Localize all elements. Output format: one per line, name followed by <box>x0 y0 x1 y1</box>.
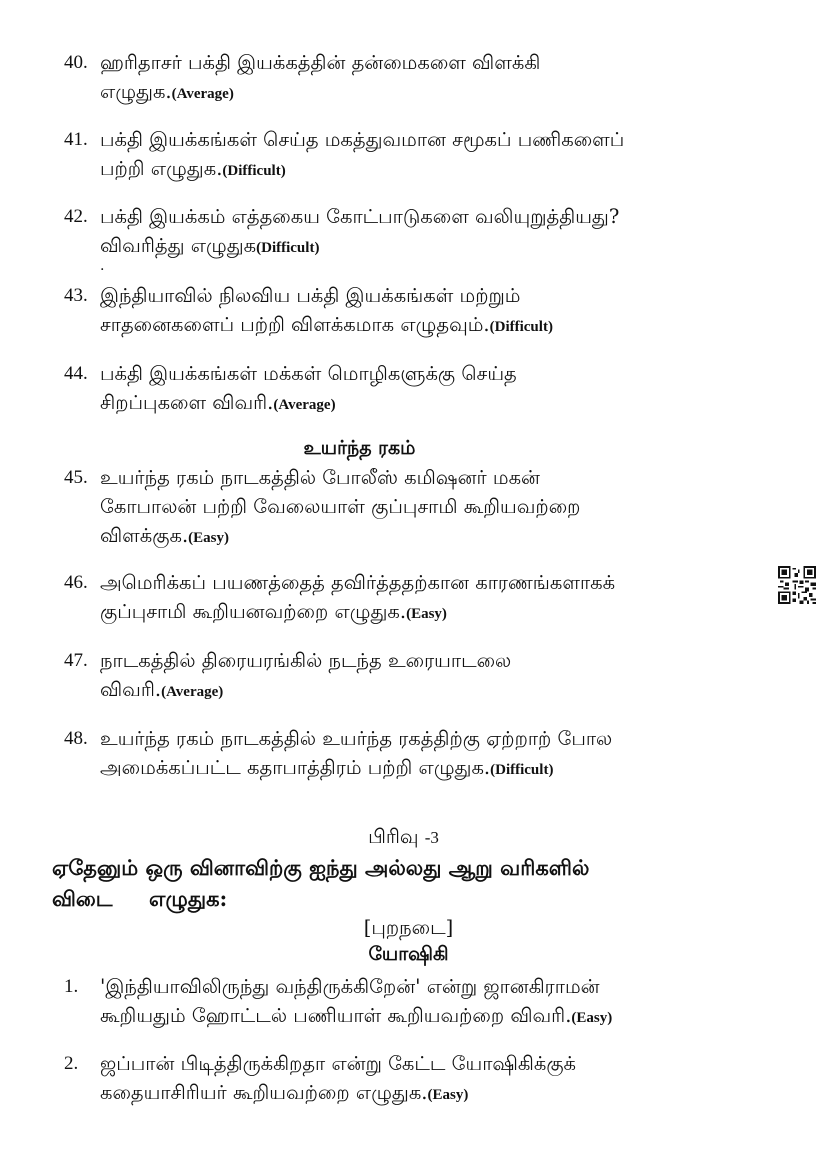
question-number: 42. <box>64 206 88 227</box>
section-heading: உயர்ந்த ரகம் <box>303 437 416 459</box>
question-41 <box>64 125 784 186</box>
question-text-line2: விவரித்து எழுதுக <box>100 234 257 257</box>
question-47 <box>64 646 784 707</box>
question-text-line2: சிறப்புகளை விவரி. <box>100 391 274 414</box>
question-text-line2: அமைக்கப்பட்ட கதாபாத்திரம் பற்றி எழுதுக. <box>100 756 491 779</box>
sub-section-title: [புறநடை] <box>363 916 454 939</box>
question-text-line1: அமெரிக்கப் பயணத்தைத் தவிர்த்ததற்கான காரணங்களாகக் <box>100 571 616 594</box>
question-number: 43. <box>64 285 88 306</box>
question-text-line1: உயர்ந்த ரகம் நாடகத்தில் போலீஸ் கமிஷனர் மகன் <box>100 466 540 489</box>
instruction-line2: விடை எழுதுக: <box>52 886 228 911</box>
question-number: 40. <box>64 52 88 73</box>
question-46 <box>64 568 784 629</box>
difficulty-tag: (Average) <box>171 86 234 102</box>
question-number: 47. <box>64 650 88 671</box>
question-text-line1: ஹரிதாசர் பக்தி இயக்கத்தின் தன்மைகளை விளக்கி <box>100 51 541 74</box>
stray-dot: . <box>100 258 105 274</box>
lesson-title: யோஷிகி <box>368 943 449 965</box>
question-text-line2: பற்றி எழுதுக. <box>100 157 223 180</box>
question-text-line2: கதையாசிரியர் கூறியவற்றை எழுதுக. <box>100 1081 428 1104</box>
question-text-line2: கூறியதும் ஹோட்டல் பணியாள் கூறியவற்றை விவரி. <box>100 1004 572 1027</box>
question-text-line1: 'இந்தியாவிலிருந்து வந்திருக்கிறேன்' என்று ஜானகிராமன் <box>100 975 600 998</box>
question-48 <box>64 724 784 785</box>
difficulty-tag: (Difficult) <box>489 319 553 335</box>
question-45 <box>64 463 784 553</box>
difficulty-tag: (Easy) <box>188 530 229 546</box>
question-44 <box>64 359 784 420</box>
part3-question-2 <box>64 1049 784 1110</box>
question-42 <box>64 202 784 263</box>
question-text-line1: இந்தியாவில் நிலவிய பக்தி இயக்கங்கள் மற்றும் <box>100 284 521 307</box>
question-number: 44. <box>64 363 88 384</box>
difficulty-tag: (Difficult) <box>490 762 554 778</box>
part-instruction <box>52 852 792 914</box>
question-text-line1: ஜப்பான் பிடித்திருக்கிறதா என்று கேட்ட யோஷிகிக்குக் <box>100 1052 577 1075</box>
question-text-line1: பக்தி இயக்கங்கள் செய்த மகத்துவமான சமூகப் பணிகளைப் <box>100 128 625 151</box>
part-title <box>0 825 817 851</box>
question-number: 2. <box>64 1053 79 1074</box>
difficulty-tag: (Average) <box>161 684 224 700</box>
question-text-line1: நாடகத்தில் திரையரங்கில் நடந்த உரையாடலை <box>100 649 512 672</box>
question-number: 45. <box>64 467 88 488</box>
question-43 <box>64 281 784 342</box>
part3-question-1 <box>64 972 784 1033</box>
difficulty-tag: (Difficult) <box>256 240 320 256</box>
difficulty-tag: (Average) <box>273 397 336 413</box>
question-text-line2: எழுதுக. <box>100 80 172 103</box>
part-title-text: பிரிவு <box>368 825 419 848</box>
question-text-line2: விவரி. <box>100 678 162 701</box>
question-text-line1: பக்தி இயக்கங்கள் மக்கள் மொழிகளுக்கு செய்த <box>100 362 517 385</box>
qr-code-icon <box>778 566 816 604</box>
question-number: 41. <box>64 129 88 150</box>
question-text-line2: குப்புசாமி கூறியனவற்றை எழுதுக. <box>100 600 407 623</box>
part-title-number: -3 <box>424 828 439 847</box>
question-text-line1: உயர்ந்த ரகம் நாடகத்தில் உயர்ந்த ரகத்திற்கு ஏற்றாற் போல <box>100 727 613 750</box>
question-number: 48. <box>64 728 88 749</box>
question-number: 46. <box>64 572 88 593</box>
question-text-line2: சாதனைகளைப் பற்றி விளக்கமாக எழுதவும். <box>100 313 490 336</box>
difficulty-tag: (Difficult) <box>222 163 286 179</box>
difficulty-tag: (Easy) <box>427 1087 469 1103</box>
question-number: 1. <box>64 976 79 997</box>
difficulty-tag: (Easy) <box>571 1010 613 1026</box>
instruction-line1: ஏதேனும் ஒரு வினாவிற்கு ஐந்து அல்லது ஆறு வரிகளில் <box>52 855 590 880</box>
question-text-line2: கோபாலன் பற்றி வேலையாள் குப்புசாமி கூறியவற்றை <box>100 495 581 518</box>
difficulty-tag: (Easy) <box>406 606 447 622</box>
question-text-line3: விளக்குக. <box>100 524 189 547</box>
question-text-line1: பக்தி இயக்கம் எத்தகைய கோட்பாடுகளை வலியுறுத்தியது? <box>100 205 620 228</box>
question-40 <box>64 48 784 109</box>
